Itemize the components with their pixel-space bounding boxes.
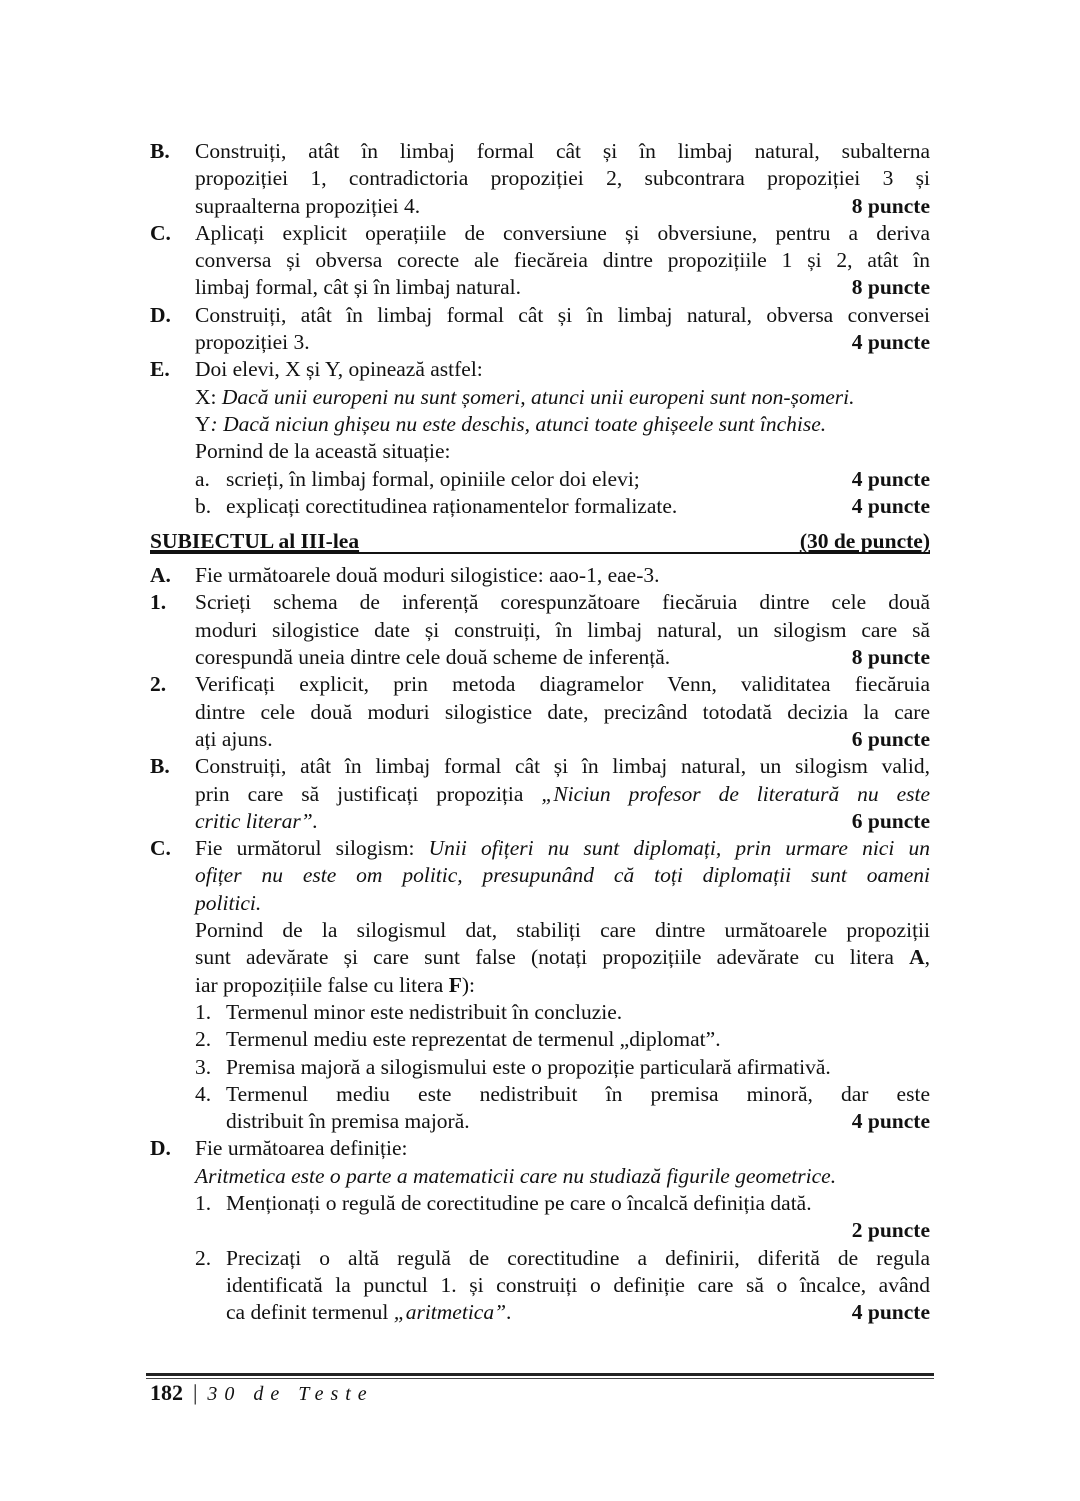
subitem-text: scrieți, în limbaj formal, opiniile celor doi elevi; bbox=[226, 466, 640, 491]
points-label: 8 puncte bbox=[851, 645, 930, 670]
item-label: C. bbox=[150, 836, 171, 861]
defined-term: „aritmetica” bbox=[393, 1300, 507, 1325]
subitem-text: Menționați o regulă de corectitudine pe care o încalcă definiția dată. bbox=[226, 1190, 812, 1215]
subitem-text: explicați corectitudinea raționamentelor formalizate. bbox=[226, 493, 678, 518]
subitem-text: distribuit în premisa majoră. bbox=[226, 1109, 470, 1134]
text-plain: sunt adevărate și care sunt false (notați propozițiile adevărate cu litera bbox=[195, 945, 910, 970]
item-text: Construiți, atât în limbaj formal cât și în limbaj natural, obversa conversei bbox=[195, 302, 930, 327]
points-label: 6 puncte bbox=[851, 726, 930, 751]
false-letter: F bbox=[448, 972, 462, 997]
text-plain: prin care să justificați propoziția bbox=[195, 781, 542, 806]
item-e bbox=[150, 356, 930, 520]
item-text: Aplicați explicit operațiile de conversiune și obversiune, pentru a deriva bbox=[195, 220, 930, 245]
item-text: conversa și obversa corecte ale fiecăreia dintre propozițiile 1 și 2, atât în bbox=[195, 248, 930, 273]
item-b bbox=[150, 138, 930, 220]
item-text bbox=[195, 835, 930, 862]
subitem-text: Termenul mediu este nedistribuit în premisa minoră, dar este bbox=[226, 1081, 930, 1106]
subitem-label: 2. bbox=[195, 1027, 212, 1052]
item-label: A. bbox=[150, 563, 171, 588]
subitem-text bbox=[226, 1299, 930, 1326]
subitem-label: 1. bbox=[195, 999, 212, 1024]
syllogism-text: ofițer nu este om politic, presupunând că toți diplomații sunt oameni bbox=[195, 863, 930, 888]
exam-page bbox=[150, 138, 930, 1326]
item-label: B. bbox=[150, 754, 170, 779]
item-label: D. bbox=[150, 302, 171, 327]
subitem-label: 1. bbox=[195, 1190, 212, 1215]
points-label: 8 puncte bbox=[851, 193, 930, 218]
item-text: Construiți, atât în limbaj formal cât și în limbaj natural, subalterna bbox=[195, 139, 930, 163]
item-text: Fie următoarele două moduri silogistice: aao-1, eae-3. bbox=[195, 563, 660, 588]
student-y-label: Y bbox=[195, 411, 211, 436]
subitem-text: Precizați o altă regulă de corectitudine a definirii, diferită de regula bbox=[226, 1245, 930, 1270]
section-heading bbox=[150, 528, 930, 556]
item-text: ați ajuns. bbox=[195, 726, 273, 751]
item-label: B. bbox=[150, 139, 170, 163]
subitem-label: 4. bbox=[195, 1081, 212, 1106]
item-text: Scrieți schema de inferență corespunzătoare fiecăruia dintre cele două bbox=[195, 590, 930, 615]
item-text: Construiți, atât în limbaj formal cât și în limbaj natural, un silogism valid, bbox=[195, 754, 930, 779]
points-label: 4 puncte bbox=[851, 1300, 930, 1325]
item-label: D. bbox=[150, 1136, 171, 1161]
item-d-iii bbox=[150, 1135, 930, 1326]
syllogism-text: Unii ofițeri nu sunt diplomați, prin urmare nici un bbox=[428, 836, 930, 861]
item-text: Doi elevi, X și Y, opinează astfel: bbox=[195, 357, 483, 382]
item-label: 2. bbox=[150, 672, 167, 697]
item-text: Pornind de la această situație: bbox=[195, 439, 451, 464]
points-label: 4 puncte bbox=[851, 493, 930, 518]
text-plain: . bbox=[506, 1300, 512, 1325]
points-label: 4 puncte bbox=[851, 466, 930, 491]
subitem-label: 2. bbox=[195, 1245, 212, 1270]
footer-rule bbox=[146, 1373, 934, 1376]
subitem-text: identificată la punctul 1. și construiți o definiție care să o încalce, având bbox=[226, 1272, 930, 1297]
item-d bbox=[150, 302, 930, 357]
item-text: Verificați explicit, prin metoda diagramelor Venn, validitatea fiecăruia bbox=[195, 672, 930, 697]
subitem-label: a. bbox=[195, 466, 210, 491]
section-title: SUBIECTUL al III-lea bbox=[150, 529, 360, 554]
definition-text: Aritmetica este o parte a matematicii care nu studiază figurile geometrice. bbox=[195, 1163, 837, 1188]
item-label: E. bbox=[150, 357, 170, 382]
item-a bbox=[150, 562, 930, 753]
student-x-opinion bbox=[195, 384, 930, 411]
item-text: limbaj formal, cât și în limbaj natural. bbox=[195, 275, 521, 300]
item-b-iii bbox=[150, 753, 930, 835]
text-plain: ): bbox=[461, 972, 475, 997]
item-text: moduri silogistice date și construiți, în limbaj natural, un silogism care să bbox=[195, 617, 930, 642]
page-footer bbox=[150, 1380, 374, 1407]
item-text: propoziției 3. bbox=[195, 330, 310, 355]
student-x-text: Dacă unii europeni nu sunt șomeri, atunci unii europeni sunt non-șomeri. bbox=[221, 384, 855, 409]
subitem-label: b. bbox=[195, 493, 212, 518]
item-text: Pornind de la silogismul dat, stabiliți care dintre următoarele propoziții bbox=[195, 918, 930, 943]
student-y-text: : Dacă niciun ghișeu nu este deschis, atunci toate ghișeele sunt închise. bbox=[210, 411, 827, 436]
student-y-opinion bbox=[195, 411, 930, 438]
student-x-label: X: bbox=[195, 384, 222, 409]
subitem-text: Termenul minor este nedistribuit în concluzie. bbox=[226, 999, 623, 1024]
text-plain: iar propozițiile false cu litera bbox=[195, 972, 449, 997]
footer-rule-thin bbox=[146, 1378, 934, 1379]
item-text: propoziției 1, contradictoria propoziției 2, subcontrara propoziției 3 și bbox=[195, 166, 930, 191]
text-plain: ca definit termenul bbox=[226, 1300, 394, 1325]
subitem-label: 3. bbox=[195, 1054, 212, 1079]
true-letter: A bbox=[909, 945, 925, 970]
footer-separator: | bbox=[193, 1380, 198, 1405]
points-label: 6 puncte bbox=[851, 808, 930, 833]
item-label: C. bbox=[150, 220, 171, 245]
item-text: dintre cele două moduri silogistice date, precizând totodată decizia la care bbox=[195, 699, 930, 724]
item-c-iii bbox=[150, 835, 930, 1135]
section-points: (30 de puncte) bbox=[799, 529, 930, 554]
quoted-proposition: critic literar”. bbox=[195, 808, 319, 833]
item-text: supraalterna propoziției 4. bbox=[195, 193, 421, 218]
subitem-text: Premisa majoră a silogismului este o propoziție particulară afirmativă. bbox=[226, 1054, 831, 1079]
points-label: 2 puncte bbox=[851, 1218, 930, 1243]
item-text: corespundă uneia dintre cele două scheme de inferență. bbox=[195, 645, 671, 670]
points-label: 8 puncte bbox=[851, 275, 930, 300]
item-text bbox=[195, 944, 930, 971]
item-text: Fie următoarea definiție: bbox=[195, 1136, 408, 1161]
quoted-proposition: „Niciun profesor de literatură nu este bbox=[541, 781, 931, 806]
subitem-text: Termenul mediu este reprezentat de termenul „diplomat”. bbox=[226, 1027, 721, 1052]
page-number: 182 bbox=[150, 1380, 183, 1405]
item-text bbox=[195, 781, 930, 808]
text-plain: , bbox=[924, 945, 930, 970]
item-label: 1. bbox=[150, 590, 167, 615]
item-text bbox=[195, 972, 930, 999]
syllogism-text: politici. bbox=[195, 890, 262, 915]
text-plain: Fie următorul silogism: bbox=[195, 836, 429, 861]
points-label: 4 puncte bbox=[851, 1109, 930, 1134]
book-title: 30 de Teste bbox=[207, 1383, 374, 1405]
points-label: 4 puncte bbox=[851, 330, 930, 355]
item-c bbox=[150, 220, 930, 302]
